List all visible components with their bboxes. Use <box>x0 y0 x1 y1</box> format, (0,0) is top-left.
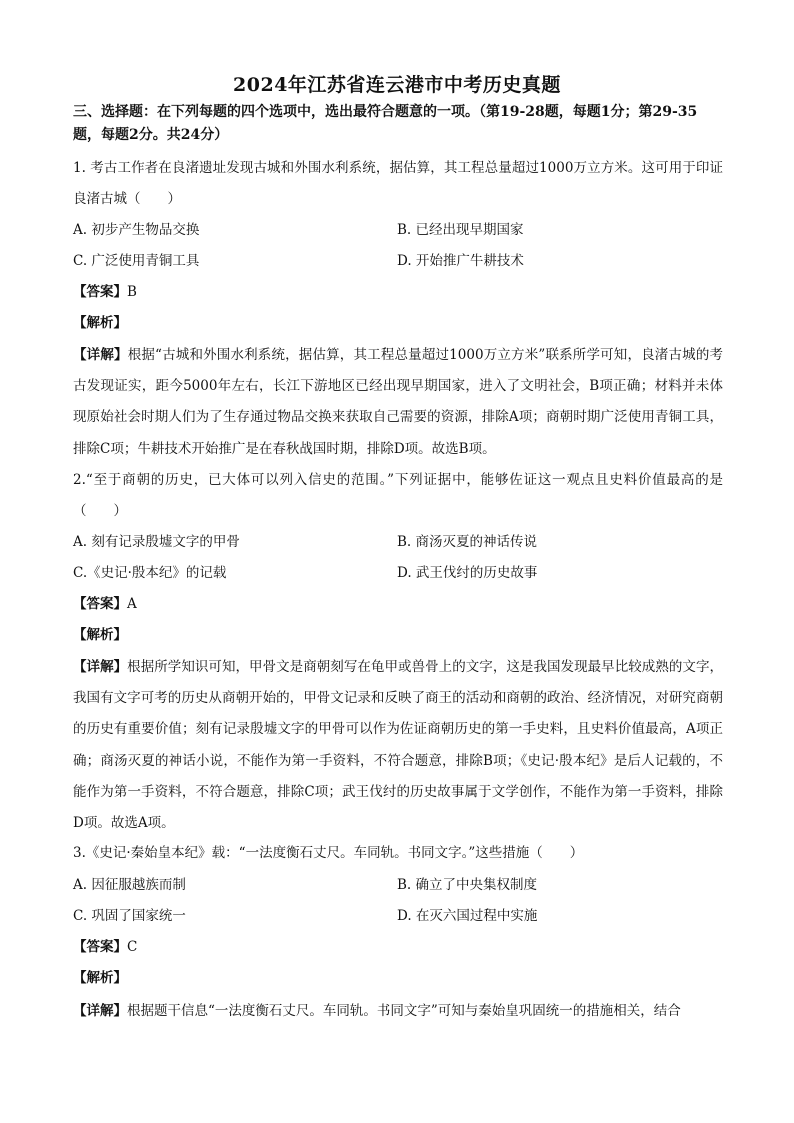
question-2-stem: 2.“至于商朝的历史，已大体可以列入信史的范围。”下列证据中，能够佐证这一观点且史料价值最高的是（ ） <box>73 472 723 520</box>
q1-detail: 【详解】根据“古城和外围水利系统，据估算，其工程总量超过1000万立方米”联系所学可知，良渚古城的考古发现证实，距今5000年左右，长江下游地区已经出现早期国家，进入了文明社会，B项正确；材料并未体现原始社会时期人们为了生存通过物品交换来获取自己需要的资源，排除A项；商朝时期广泛使用青铜工具，排除C项；牛耕技术开始推广是在春秋战国时期，排除D项。故选B项。 <box>73 347 723 457</box>
q2-option-a: A. 刻有记录殷墟文字的甲骨 <box>73 534 240 550</box>
q3-analysis-label: 【解析】 <box>73 970 127 986</box>
q1-analysis-label: 【解析】 <box>73 315 127 331</box>
q3-option-b: B. 确立了中央集权制度 <box>397 877 538 893</box>
question-1-stem: 1. 考古工作者在良渚遗址发现古城和外围水利系统，据估算，其工程总量超过1000万立方米。这可用于印证良渚古城（ ） <box>73 160 723 208</box>
q3-option-d: D. 在灭六国过程中实施 <box>397 908 538 924</box>
q2-option-d: D. 武王伐纣的历史故事 <box>397 565 538 581</box>
q1-option-c: C. 广泛使用青铜工具 <box>73 253 200 269</box>
q2-option-b: B. 商汤灭夏的神话传说 <box>397 534 538 550</box>
q1-answer: 【答案】B <box>73 284 137 300</box>
q2-analysis-label: 【解析】 <box>73 627 127 643</box>
q3-option-a: A. 因征服越族而制 <box>73 877 186 893</box>
q3-answer: 【答案】C <box>73 939 138 955</box>
q1-option-a: A. 初步产生物品交换 <box>73 222 200 238</box>
q2-option-c: C.《史记·殷本纪》的记载 <box>73 565 227 581</box>
q1-option-d: D. 开始推广牛耕技术 <box>397 253 524 269</box>
q3-option-c: C. 巩固了国家统一 <box>73 908 186 924</box>
q1-option-b: B. 已经出现早期国家 <box>397 222 524 238</box>
q2-answer: 【答案】A <box>73 596 137 612</box>
q2-detail: 【详解】根据所学知识可知，甲骨文是商朝刻写在龟甲或兽骨上的文字，这是我国发现最早比较成熟的文字，我国有文字可考的历史从商朝开始的，甲骨文记录和反映了商王的活动和商朝的政治、经济情况，对研究商朝的历史有重要价值；刻有记录殷墟文字的甲骨可以作为佐证商朝历史的第一手史料，且史料价值最高，A项正确；商汤灭夏的神话小说，不能作为第一手资料，不符合题意，排除B项；《史记·殷本纪》是后人记载的，不能作为第一手资料，不符合题意，排除C项；武王伐纣的历史故事属于文学创作，不能作为第一手资料，排除D项。故选A项。 <box>73 659 724 832</box>
q3-detail: 【详解】根据题干信息“一法度衡石丈尺。车同轨。书同文字”可知与秦始皇巩固统一的措施相关，结合 <box>73 1003 681 1019</box>
page-title: 2024年江苏省连云港市中考历史真题 <box>233 74 561 96</box>
question-3-stem: 3.《史记·秦始皇本纪》载：“一法度衡石丈尺。车同轨。书同文字。”这些措施（ ） <box>73 845 584 861</box>
section-heading: 三、选择题：在下列每题的四个选项中，选出最符合题意的一项。（第19-28题，每题1分；第29-35题，每题2分。共24分） <box>73 104 698 143</box>
